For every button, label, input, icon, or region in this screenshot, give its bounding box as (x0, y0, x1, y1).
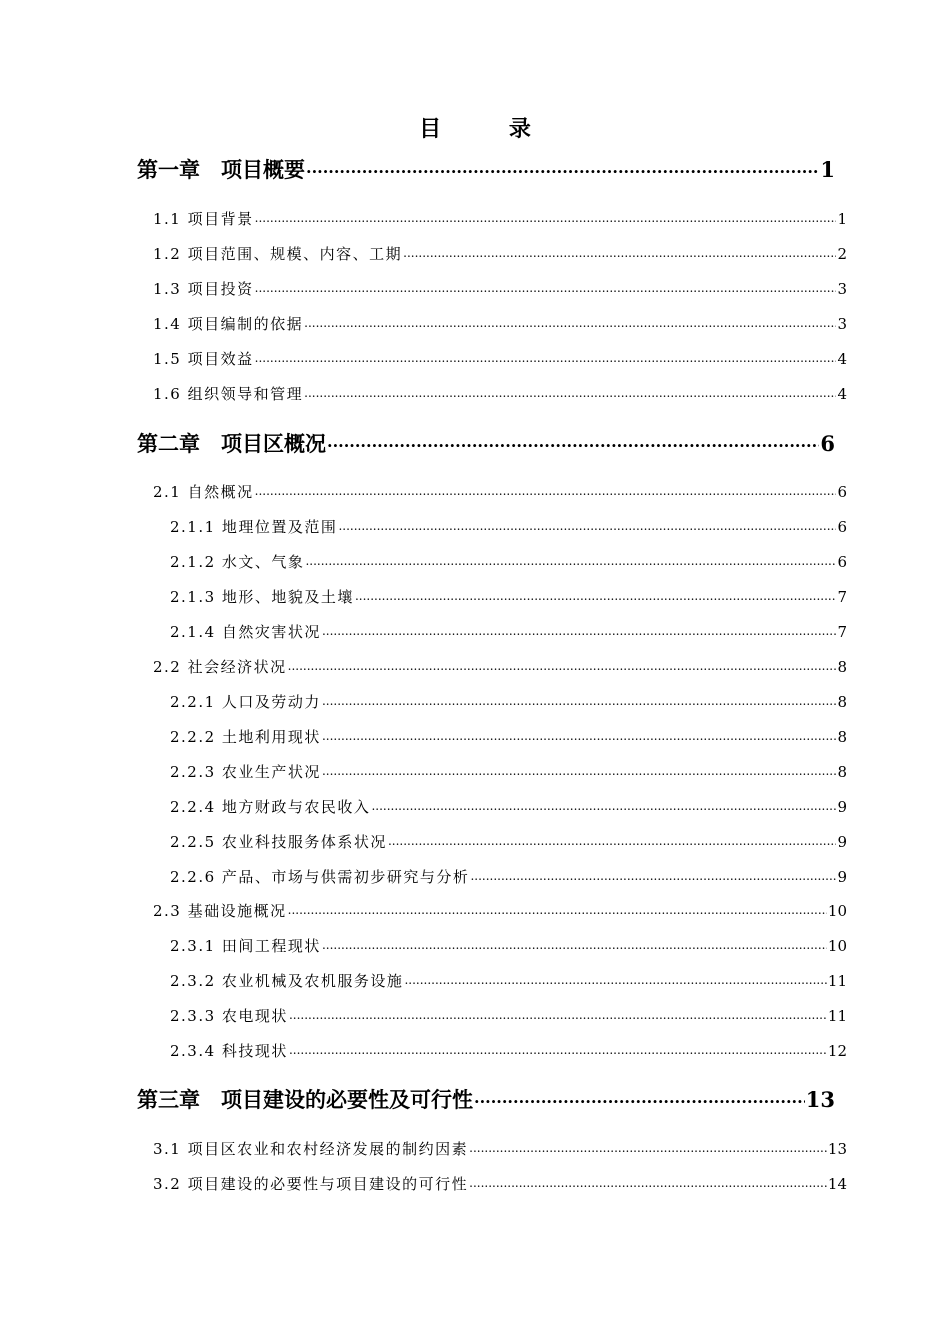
toc-entry-label: 2.2.2 土地利用现状 (170, 728, 321, 746)
toc-entry-page: 8 (837, 693, 847, 711)
dot-leader (388, 832, 837, 847)
toc-entry-label: 2.2.1 人口及劳动力 (170, 693, 321, 711)
toc-entry[interactable] (153, 348, 847, 369)
toc-entry[interactable] (153, 656, 847, 677)
toc-entry-label: 2.3 基础设施概况 (153, 902, 287, 920)
toc-entry-label: 2.1.1 地理位置及范围 (170, 518, 338, 536)
toc-entry-label: 1.6 组织领导和管理 (153, 385, 304, 403)
toc-entry[interactable] (153, 313, 847, 334)
dot-leader (255, 279, 837, 294)
toc-entry-label: 2.1.4 自然灾害状况 (170, 623, 321, 641)
toc-entry[interactable] (137, 428, 835, 458)
toc-entry-label: 2.3.3 农电现状 (170, 1007, 288, 1025)
dot-leader (322, 622, 837, 637)
toc-entry-page: 9 (837, 798, 847, 816)
toc-entry-label: 2.3.4 科技现状 (170, 1042, 288, 1060)
dot-leader (288, 901, 827, 916)
dot-leader (355, 587, 837, 602)
toc-entry[interactable] (170, 586, 847, 607)
toc-entry[interactable] (153, 208, 847, 229)
toc-entry-page: 4 (837, 350, 847, 368)
dot-leader (469, 1174, 827, 1189)
toc-entry-page: 13 (827, 1140, 847, 1158)
toc-entry[interactable] (170, 551, 847, 572)
toc-entry[interactable] (170, 866, 847, 887)
dot-leader (327, 430, 819, 451)
dot-leader (322, 762, 837, 777)
toc-entry[interactable] (170, 796, 847, 817)
dot-leader (403, 244, 836, 259)
dot-leader (306, 156, 819, 177)
toc-entry-label: 1.3 项目投资 (153, 280, 254, 298)
toc-entry-page: 4 (837, 385, 847, 403)
dot-leader (469, 1139, 827, 1154)
toc-entry-page: 6 (820, 431, 835, 456)
toc-entry-label: 1.4 项目编制的依据 (153, 315, 304, 333)
toc-entry-page: 9 (837, 833, 847, 851)
toc-entry-page: 8 (837, 658, 847, 676)
toc-entry[interactable] (170, 1040, 847, 1061)
toc-entry[interactable] (170, 935, 847, 956)
toc-entry-page: 3 (837, 315, 847, 333)
dot-leader (255, 209, 837, 224)
toc-entry[interactable] (137, 1084, 835, 1114)
toc-entry-page: 13 (805, 1087, 835, 1112)
toc-entry-label: 1.1 项目背景 (153, 210, 254, 228)
toc-entry-page: 3 (837, 280, 847, 298)
dot-leader (255, 482, 837, 497)
toc-entry-label: 2.1.2 水文、气象 (170, 553, 305, 571)
toc-entry-label: 2.1.3 地形、地貌及土壤 (170, 588, 354, 606)
toc-entry-label: 3.1 项目区农业和农村经济发展的制约因素 (153, 1140, 469, 1158)
toc-entry[interactable] (153, 383, 847, 404)
toc-entry[interactable] (170, 691, 847, 712)
dot-leader (305, 552, 836, 567)
toc-entry-page: 7 (837, 588, 847, 606)
toc-entry[interactable] (153, 1138, 847, 1159)
dot-leader (470, 867, 836, 882)
toc-entry[interactable] (153, 900, 847, 921)
dot-leader (322, 727, 837, 742)
toc-entry-label: 2.1 自然概况 (153, 483, 254, 501)
toc-entry[interactable] (153, 243, 847, 264)
toc-entry-label: 第二章 项目区概况 (137, 432, 326, 456)
toc-entry-page: 14 (827, 1175, 847, 1193)
toc-entry[interactable] (153, 481, 847, 502)
toc-entry-page: 11 (827, 1007, 847, 1025)
dot-leader (404, 971, 826, 986)
toc-entry-page: 1 (820, 157, 835, 182)
toc-entry-page: 2 (837, 245, 847, 263)
toc-entry-page: 6 (837, 518, 847, 536)
dot-leader (304, 314, 836, 329)
toc-entry[interactable] (170, 1005, 847, 1026)
dot-leader (289, 1041, 827, 1056)
toc-entry-page: 12 (827, 1042, 847, 1060)
toc-entry-page: 10 (827, 902, 847, 920)
toc-entry-label: 2.3.2 农业机械及农机服务设施 (170, 972, 404, 990)
toc-entry-page: 7 (837, 623, 847, 641)
toc-entry-label: 第一章 项目概要 (137, 158, 305, 182)
dot-leader (474, 1086, 805, 1107)
toc-entry-label: 1.5 项目效益 (153, 350, 254, 368)
toc-entry-page: 9 (837, 868, 847, 886)
toc-entry[interactable] (170, 761, 847, 782)
toc-entry[interactable] (170, 970, 847, 991)
dot-leader (288, 657, 837, 672)
toc-entry-label: 2.3.1 田间工程现状 (170, 937, 321, 955)
toc-entry[interactable] (137, 154, 835, 184)
toc-entry-page: 6 (837, 553, 847, 571)
dot-leader (255, 349, 837, 364)
dot-leader (371, 797, 836, 812)
toc-entry-label: 2.2.6 产品、市场与供需初步研究与分析 (170, 868, 470, 886)
toc-entry-page: 1 (837, 210, 847, 228)
dot-leader (304, 384, 836, 399)
toc-entry-page: 11 (827, 972, 847, 990)
toc-entry-page: 6 (837, 483, 847, 501)
toc-entry-page: 8 (837, 728, 847, 746)
dot-leader (322, 692, 837, 707)
dot-leader (338, 517, 836, 532)
toc-entry-label: 1.2 项目范围、规模、内容、工期 (153, 245, 403, 263)
toc-entry[interactable] (153, 1173, 847, 1194)
toc-title: 目 录 (419, 117, 561, 142)
toc-entry-label: 2.2 社会经济状况 (153, 658, 287, 676)
toc-entry-page: 8 (837, 763, 847, 781)
toc-entry-label: 3.2 项目建设的必要性与项目建设的可行性 (153, 1175, 469, 1193)
toc-entry[interactable] (170, 726, 847, 747)
toc-entry-label: 2.2.5 农业科技服务体系状况 (170, 833, 387, 851)
toc-entry-label: 2.2.3 农业生产状况 (170, 763, 321, 781)
toc-entry[interactable] (170, 621, 847, 642)
dot-leader (322, 936, 827, 951)
toc-entry[interactable] (153, 278, 847, 299)
toc-entry[interactable] (170, 516, 847, 537)
toc-entry-label: 2.2.4 地方财政与农民收入 (170, 798, 371, 816)
toc-entry[interactable] (170, 831, 847, 852)
toc-entry-label: 第三章 项目建设的必要性及可行性 (137, 1088, 473, 1112)
toc-entry-page: 10 (827, 937, 847, 955)
dot-leader (289, 1006, 827, 1021)
